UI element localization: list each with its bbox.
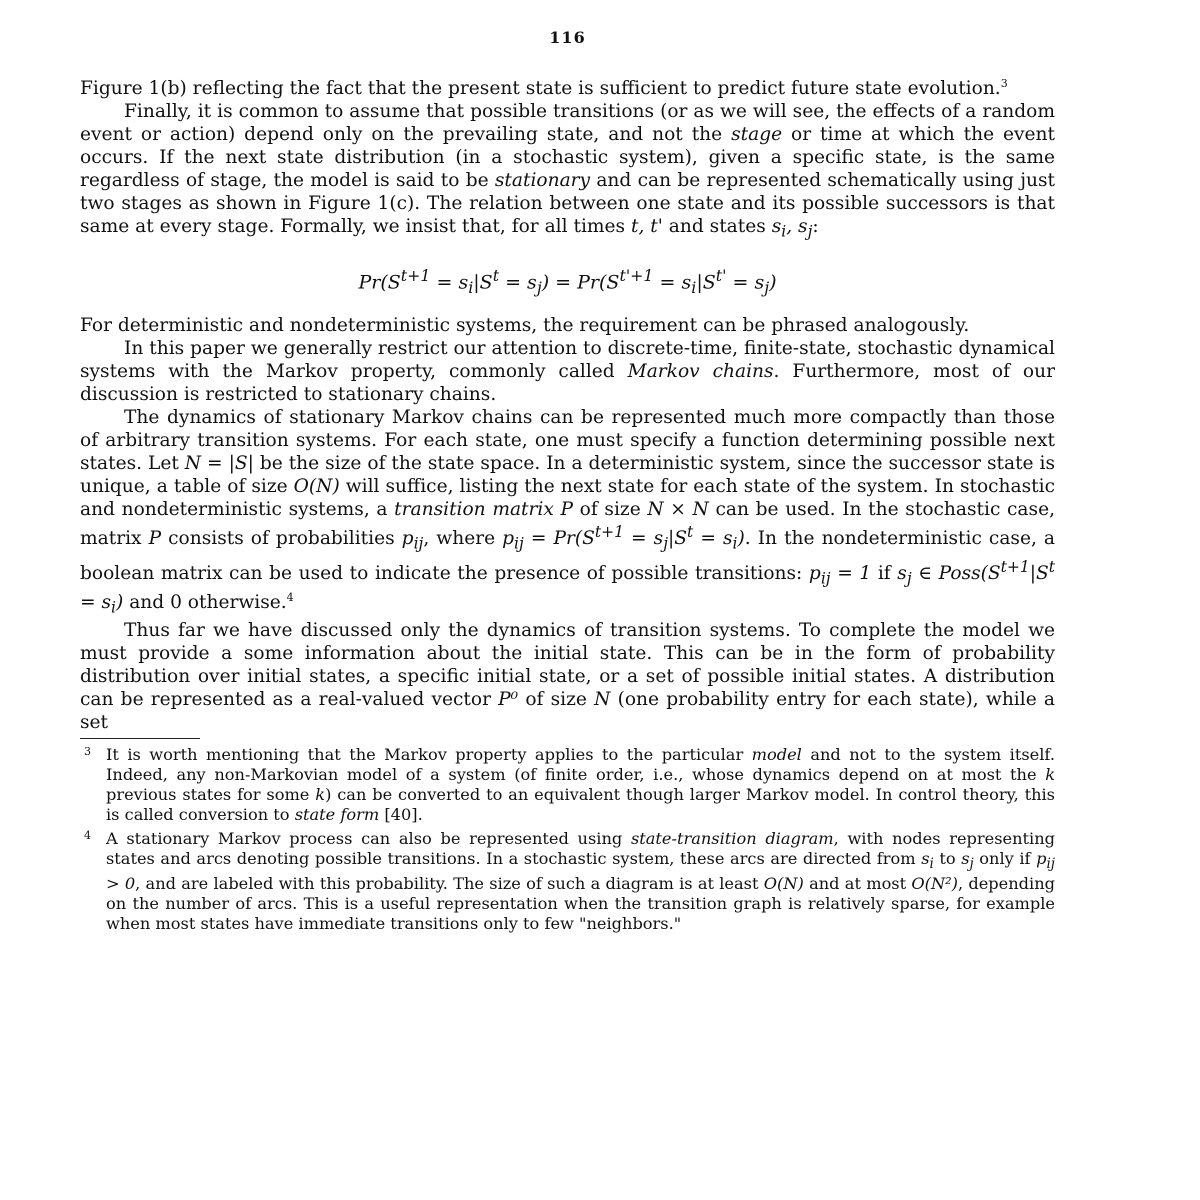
equation: $Pr(S^{t+1} = s_i|S^t = s_j) = Pr(S^{t'+1} = s_i|S^{t'} = s_j)$ <box>358 265 777 297</box>
paragraph-3: For deterministic and nondeterministic systems, the requirement can be phrased analogously. <box>80 314 970 336</box>
p4-text-a: In this paper we generally restrict our attention to discrete-time, finite-state, stochastic dynamical systems with the Markov property, commonly called <box>80 337 1055 382</box>
p5-math-pij: $p_{ij}$ <box>401 527 424 553</box>
p5-text-i: if <box>871 562 898 584</box>
fn3-text-c: previous states for some <box>106 785 316 805</box>
paragraph-5 <box>80 406 1055 620</box>
fn4-text-b: , with nodes representing states and arcs denoting possible transitions. In a stochastic system, these arcs are directed from <box>106 829 1055 869</box>
p5-math-on: O(N) <box>293 475 340 497</box>
fn3-emphasis-state-form: state form <box>294 805 380 825</box>
p5-text-j: and 0 otherwise. <box>123 591 287 613</box>
fn3-text-d: ) can be converted to an equivalent though larger Markov model. In control theory, this is called conversion to <box>106 785 1055 825</box>
p5-text-a: The dynamics of stationary Markov chains can be represented much more compactly than those of arbitrary transition systems. For each state, one must specify a function determining possible next states. Let <box>80 406 1055 474</box>
p6-text-b: of size <box>518 689 595 711</box>
p5-math-nxn: N × N <box>647 498 709 520</box>
footnote-ref-4[interactable]: 4 <box>286 590 294 604</box>
fn4-math-pij: $p_{ij} > 0$ <box>106 849 1055 894</box>
p2-emphasis-stage: stage <box>731 124 783 145</box>
p2-math-states: $s_i$, $s_j$ <box>771 216 813 241</box>
p2-text-b: or time at which the event occurs. If the next state distribution (in a stochastic system), given a specific state, is the same regardless of stage, the model is said to be <box>80 124 1056 191</box>
p2-text-e: : <box>812 216 819 237</box>
p2-text-c: and can be represented schematically using just two stages as shown in Figure 1(c). The relation between one state and its possible successors is that same at every stage. Formally, we insist that, for all times <box>80 170 1055 237</box>
footnote-3-mark: 3 <box>84 745 91 759</box>
p5-math-pij-one: $p_{ij} = 1$ <box>808 562 872 588</box>
p4-text-b: . Furthermore, most of our discussion is restricted to stationary chains. <box>80 360 1055 405</box>
p5-text-b: be the size of the state space. In a deterministic system, since the successor state is unique, a table of size <box>80 452 1056 497</box>
fn4-text-e: , and are labeled with this probability. The size of such a diagram is at least <box>135 874 764 894</box>
p5-math-p: P <box>148 527 162 549</box>
p1-text: Figure 1(b) reflecting the fact that the present state is sufficient to predict future state evolution. <box>80 78 1001 99</box>
p5-emphasis-transition-matrix: transition matrix P <box>394 498 574 520</box>
fn3-math-k2: k <box>315 785 326 805</box>
fn3-text-a: It is worth mentioning that the Markov property applies to the particular <box>106 745 752 765</box>
p6-text-a: Thus far we have discussed only the dynamics of transition systems. To complete the model we must provide a some information about the initial state. This can be in the form of probability distribution over initial states, a specific initial state, or a set of possible initial states. A distribution can be represented as a real-valued vector <box>80 620 1055 711</box>
fn4-text-f: and at most <box>803 874 912 894</box>
fn4-math-on: O(N) <box>763 874 804 894</box>
fn3-emphasis-model: model <box>751 745 802 765</box>
p5-text-g: , where <box>423 527 503 549</box>
fn4-math-sj: $s_j$ <box>961 849 974 873</box>
p5-text-c: will suffice, listing the next state for each state of the system. In stochastic and nondeterministic systems, a <box>80 475 1055 520</box>
p2-emphasis-stationary: stationary <box>494 170 591 191</box>
p5-math-pij-def: $p_{ij} = Pr(S^{t+1} = s_j|S^t = s_i)$ <box>502 522 745 553</box>
paragraph-1 <box>80 77 1055 100</box>
fn4-math-si: $s_i$ <box>921 849 934 873</box>
fn4-text-a: A stationary Markov process can also be represented using <box>106 829 631 849</box>
p6-math-n: N <box>594 689 611 711</box>
page-number: 116 <box>549 28 586 47</box>
footnote-divider <box>80 738 200 739</box>
fn3-text-b: and not to the system itself. Indeed, any non-Markovian model of a system (of finite order, i.e., whose dynamics depend on at most the <box>106 745 1055 785</box>
p4-emphasis-markov-chains: Markov chains <box>627 360 774 382</box>
footnote-4 <box>80 829 1055 934</box>
p2-math-times: t, t' <box>630 216 663 237</box>
p6-text-c: (one probability entry for each state), while a set <box>80 689 1055 734</box>
p5-text-e: can be used. In the stochastic case, matrix <box>80 498 1055 549</box>
p5-text-f: consists of probabilities <box>161 527 402 549</box>
paragraph-4 <box>80 337 1055 406</box>
p2-text-d: and states <box>662 216 772 237</box>
p5-text-h: . In the nondeterministic case, a boolean matrix can be used to indicate the presence of possible transitions: <box>80 527 1055 584</box>
footnote-4-mark: 4 <box>84 829 91 843</box>
p5-math-poss: $s_j$ ∈ $Poss(S^{t+1}|S^t = s_i)$ <box>80 557 1055 617</box>
fn4-math-on2: O(N²) <box>911 874 958 894</box>
p5-text-d: of size <box>573 498 648 520</box>
p5-math-n: N = |S| <box>184 452 254 474</box>
fn4-text-c: to <box>933 849 962 869</box>
footnote-3 <box>80 745 1055 825</box>
paragraph-2 <box>80 100 1055 244</box>
p6-math-p0: P⁰ <box>498 689 519 711</box>
fn4-text-d: only if <box>973 849 1037 869</box>
fn4-text-g: , depending on the number of arcs. This is a useful representation when the transition graph is relatively sparse, for example when most states have immediate transitions only to few "neighbors." <box>106 874 1055 934</box>
page <box>80 28 1055 938</box>
fn3-math-k: k <box>1045 765 1055 785</box>
paragraph-6 <box>80 619 1055 734</box>
p2-text-a: Finally, it is common to assume that possible transitions (or as we will see, the effects of a random event or action) depend only on the prevailing state, and not the <box>80 101 1055 145</box>
fn3-text-e: [40]. <box>379 805 423 825</box>
fn4-emphasis-diagram: state-transition diagram <box>630 829 834 849</box>
footnote-ref-3[interactable]: 3 <box>1000 76 1008 90</box>
